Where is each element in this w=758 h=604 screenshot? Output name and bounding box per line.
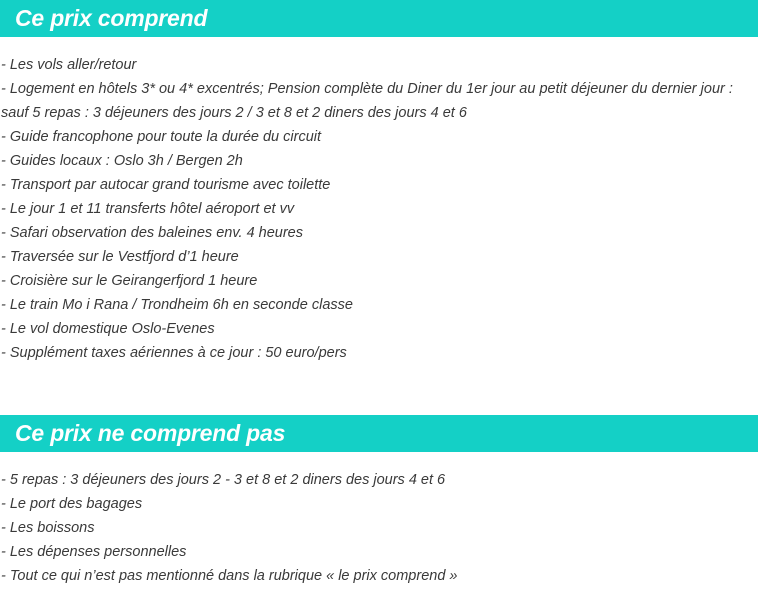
list-item: - Supplément taxes aériennes à ce jour : 50 euro/pers	[1, 345, 347, 361]
included-title: Ce prix comprend	[15, 5, 208, 31]
list-item: - Traversée sur le Vestfjord d’1 heure	[1, 249, 239, 265]
list-item: - Les vols aller/retour	[1, 57, 137, 73]
list-item: - 5 repas : 3 déjeuners des jours 2 - 3 et 8 et 2 diners des jours 4 et 6	[1, 472, 446, 488]
list-item: - Les boissons	[1, 520, 95, 536]
list-item: - Guides locaux : Oslo 3h / Bergen 2h	[1, 153, 243, 169]
included-header	[0, 0, 758, 37]
list-item: - Le jour 1 et 11 transferts hôtel aéroport et vv	[1, 201, 295, 217]
not-included-section	[0, 415, 758, 588]
list-item: - Transport par autocar grand tourisme avec toilette	[1, 177, 331, 193]
not-included-title: Ce prix ne comprend pas	[15, 420, 286, 446]
not-included-list	[0, 468, 758, 588]
list-item: - Guide francophone pour toute la durée du circuit	[1, 129, 322, 145]
list-item: - Tout ce qui n’est pas mentionné dans la rubrique « le prix comprend »	[1, 568, 458, 584]
not-included-header	[0, 415, 758, 452]
list-item: - Croisière sur le Geirangerfjord 1 heure	[1, 273, 258, 289]
included-list	[0, 53, 758, 365]
list-item: - Le port des bagages	[1, 496, 143, 512]
list-item: - Le train Mo i Rana / Trondheim 6h en seconde classe	[1, 297, 353, 313]
list-item: - Le vol domestique Oslo-Evenes	[1, 321, 215, 337]
list-item: - Safari observation des baleines env. 4 heures	[1, 225, 303, 241]
list-item: - Les dépenses personnelles	[1, 544, 187, 560]
list-item: - Logement en hôtels 3* ou 4* excentrés; Pension complète du Diner du 1er jour au petit déjeuner du dernier jour : sauf 5 repas : 3 déjeuners des jours 2 / 3 et 8 et 2 diners des jours 4 et 6	[1, 81, 733, 121]
